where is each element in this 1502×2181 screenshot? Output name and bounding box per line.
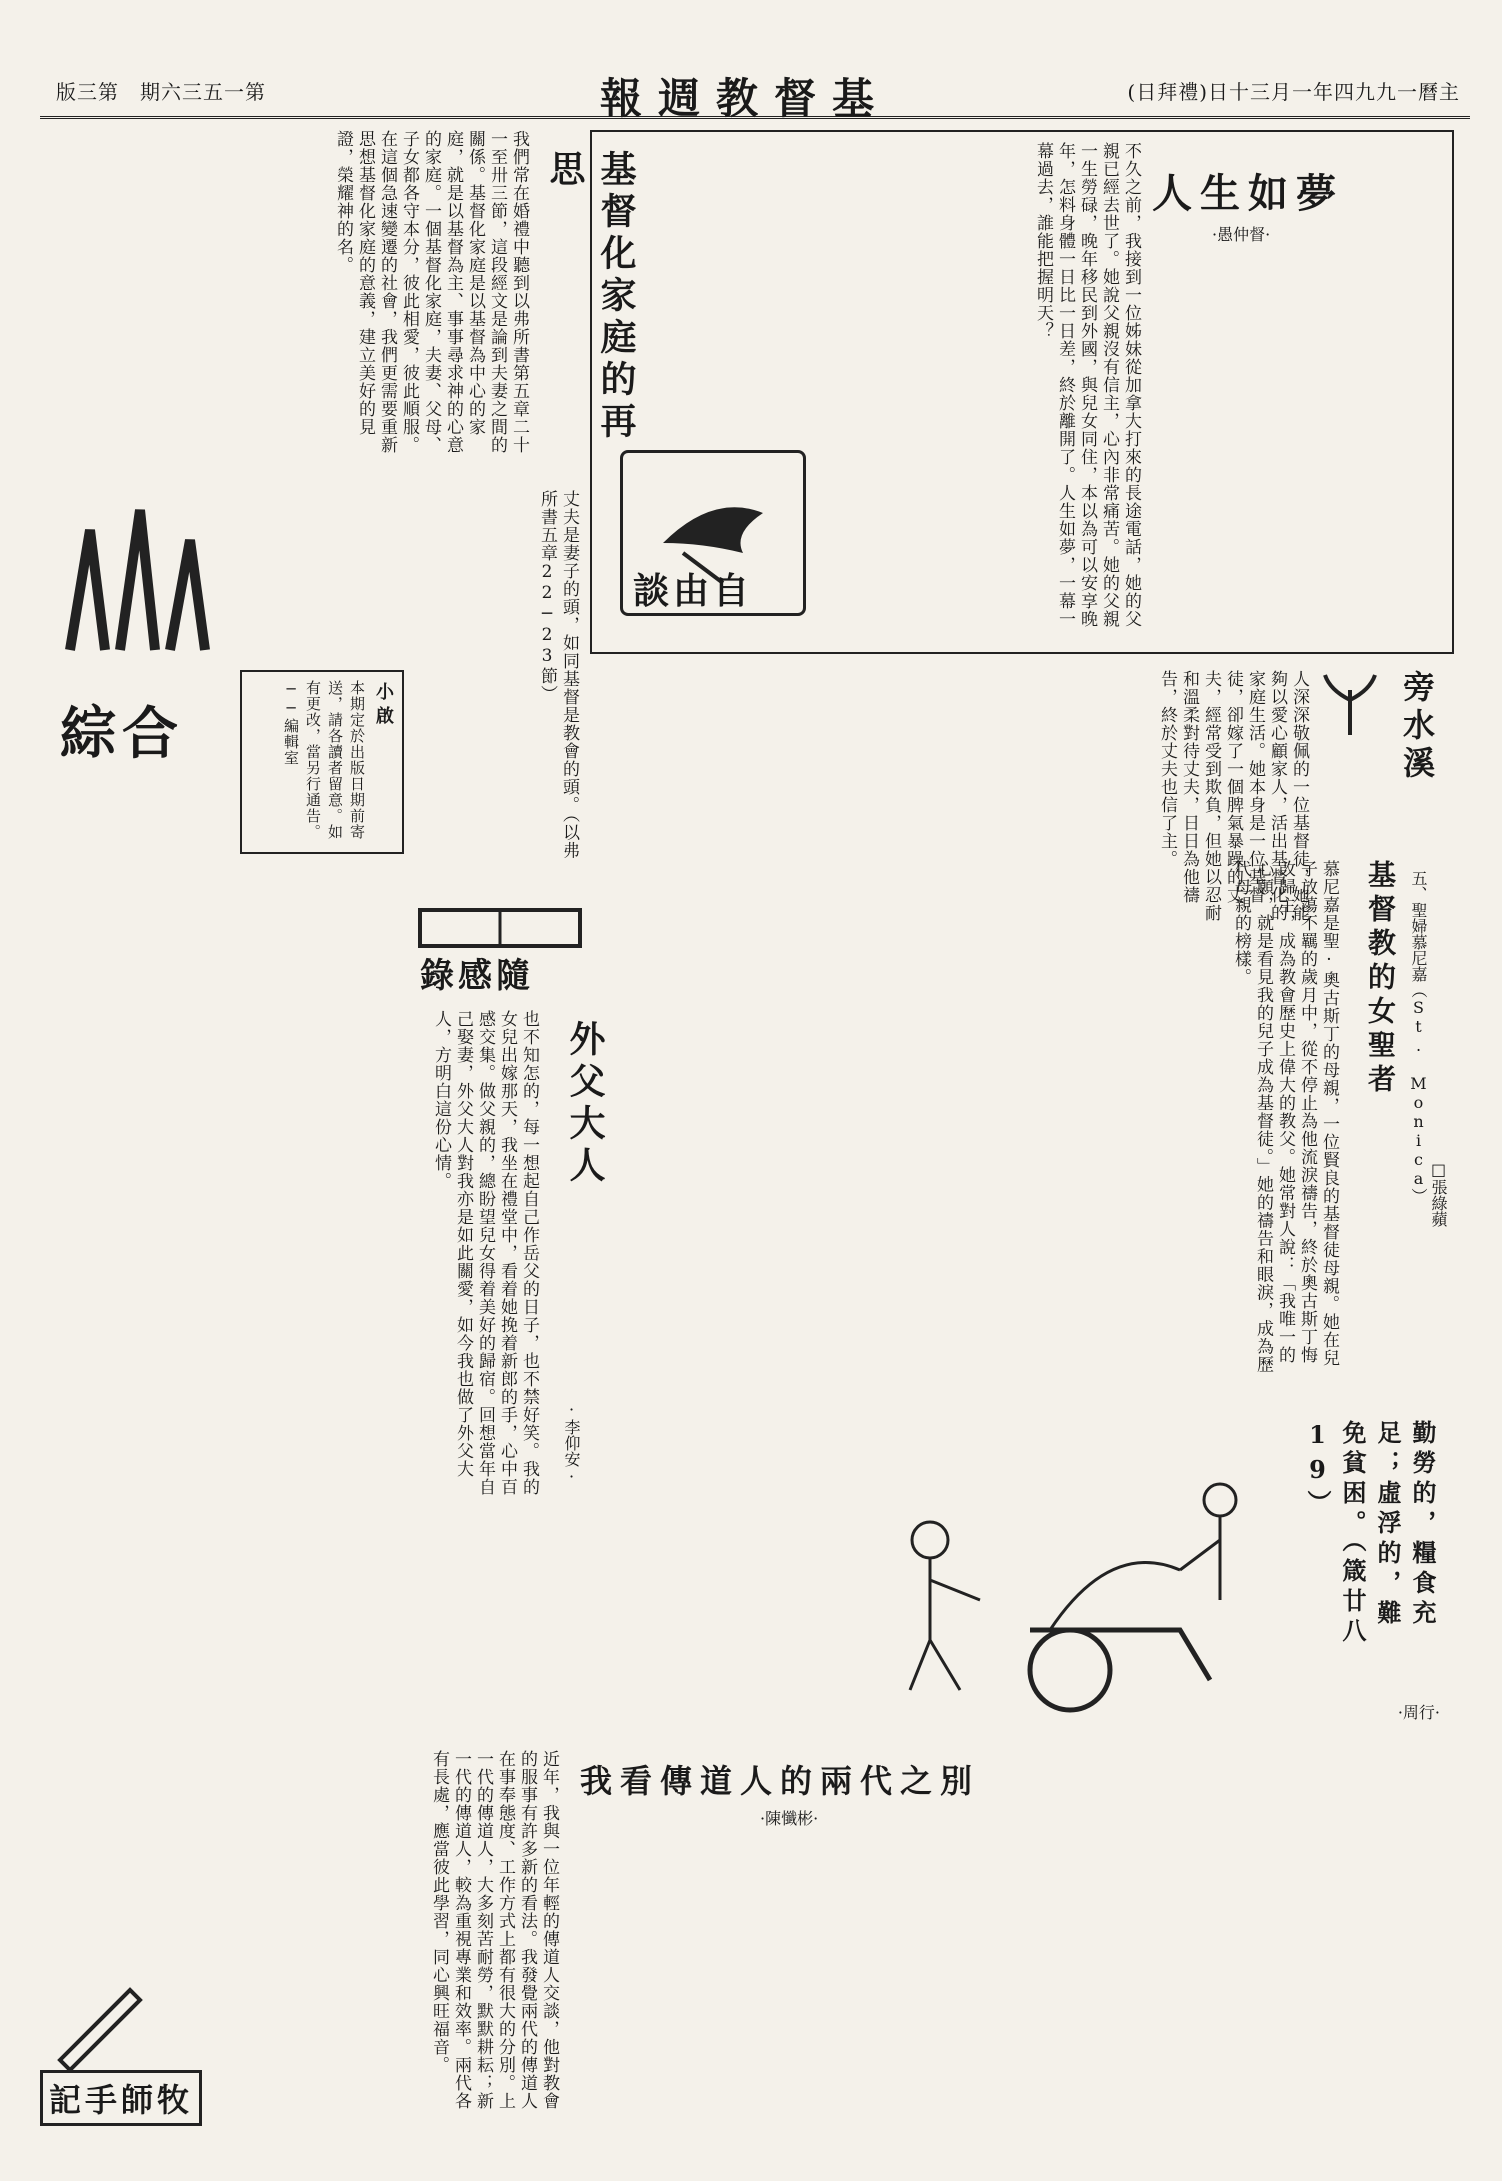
edition-info: 版三第 期六三五一第 (56, 80, 266, 104)
rensheng-body-cont (1152, 262, 1442, 632)
notice-box (240, 670, 404, 854)
article-suiganlu (40, 880, 830, 1520)
zonghe-label: 綜合 (60, 701, 184, 767)
zimiantan-label: 談由自 (633, 570, 754, 612)
article-monica (840, 860, 1450, 1400)
xishuipang-emblem (1320, 670, 1440, 800)
rensheng-author: ·愚仲督· (1212, 225, 1271, 244)
chuandao-title: 我看傳道人的兩代之別 (580, 1762, 981, 1800)
issue-date: (日拜禮)日十三月一年四九九一曆主 (1127, 80, 1460, 104)
masthead-bar (40, 62, 1470, 123)
rensheng-body: 不久之前，我接到一位姊妹從加拿大打來的長途電話，她的父親已經去世了。她說父親沒有信主，心內非常痛苦。她的父親一生勞碌，晚年移民到外國，與兒女同住，本以為可以安享晚年，怎料身體一日比一日差，終於離開了。人生如夢，一幕一幕過去，誰能把握明天？ (1033, 142, 1141, 628)
suiganlu-title: 外父大人 (564, 1020, 606, 1188)
farmer-cart-illustration (850, 1420, 1290, 1720)
monica-body: 慕尼嘉是聖·奧古斯丁的母親，一位賢良的基督徒母親。她在兒子放蕩不羈的歲月中，從不停止為他流淚禱告，終於奧古斯丁悔改歸主，成為教會歷史上偉大的教父。她常對人說：「我唯一的心願，就是看見我的兒子成為基督徒。」她的禱告和眼淚，成為歷代母親的榜樣。 (1231, 860, 1339, 1374)
xishuipang-label: 旁水溪 (1398, 670, 1436, 784)
newspaper-title: 報週教督基 (600, 74, 891, 123)
jiaoshi-emblem (40, 1970, 250, 2120)
jiating-title: 基督化家庭的再思 (544, 150, 637, 444)
zonghe-emblem (50, 490, 240, 820)
article-qinlao (850, 1410, 1450, 1740)
notice-body: 本期定於出版日期前寄送，請各讀者留意。如有更改，當另行通告。──編輯室 (282, 680, 366, 840)
grass-icon (50, 490, 240, 670)
notice-title: 小啟 (373, 682, 394, 730)
jiaoshi-label: 記手師牧 (40, 2070, 202, 2126)
pen-hand-icon (40, 1970, 160, 2070)
zonghe-note: 丈夫是妻子的頭，如同基督是教會的頭。（以弗所書五章22─23節） (537, 490, 579, 860)
article-jiating (40, 130, 637, 470)
jiating-body: 我們常在婚禮中聽到以弗所書第五章二十一至卅三節，這段經文是論到夫妻之間的關係。基督化家庭是以基督為中心的家庭，就是以基督為主、事事尋求神的心意的家庭。一個基督化家庭，夫妻、父母、子女都各守本分，彼此相愛，彼此順服。在這個急速變遷的社會，我們更需要重新思想基督化家庭的意義，建立美好的見證，榮耀神的名。 (333, 130, 529, 454)
monica-subtitle: 五、聖婦慕尼嘉（St. Monica） (1409, 870, 1428, 1204)
monica-title: 基督教的女聖者 (1364, 860, 1397, 1098)
suiganlu-emblem (400, 890, 600, 996)
suiganlu-author: ·李仰安· (562, 1400, 581, 1486)
chuandao-body-right (600, 1850, 1450, 2120)
monica-author: □張綠蘋 (1429, 1160, 1448, 1227)
qinlao-verse: 勤勞的，糧食充足；虛浮的，難免貧困。（箴廿八19） (1303, 1420, 1437, 1648)
article-chuandao (40, 1750, 1450, 2130)
suiganlu-label: 錄感隨 (420, 956, 534, 996)
chuandao-body: 近年，我與一位年輕的傳道人交談，他對教會的服事有許多新的看法。我發覺兩代的傳道人在事奉態度、工作方式上都有很大的分別。上一代的傳道人，大多刻苦耐勞，默默耕耘；新一代的傳道人，較為重視專業和效率。兩代各有長處，應當彼此學習，同心興旺福音。 (429, 1750, 559, 2110)
rensheng-title: 人生如夢 (1152, 170, 1344, 217)
qinlao-artist: ·周行· (1397, 1703, 1440, 1722)
book-icon (400, 890, 600, 950)
river-plant-icon (1320, 670, 1380, 740)
suiganlu-body: 也不知怎的，每一想起自己作岳父的日子，也不禁好笑。我的女兒出嫁那天，我坐在禮堂中，看着她挽着新郎的手，心中百感交集。做父親的，總盼望兒女得着美好的歸宿。回想當年自己娶妻，外父大人對我亦是如此關愛，如今我也做了外父大人，方明白這份心情。 (431, 1010, 539, 1496)
chuandao-author: ·陳懺彬· (760, 1809, 819, 1828)
xishuipang-body: 人深深敬佩的一位基督徒，她能夠以愛心顧家人，活出基督化的家庭生活。她本身是一位基督徒，卻嫁了一個脾氣暴躁的丈夫，經常受到欺負，但她以忍耐和溫柔對待丈夫，日日為他禱告，終於丈夫也信了主。 (1157, 670, 1309, 922)
dove-emblem (620, 450, 806, 616)
